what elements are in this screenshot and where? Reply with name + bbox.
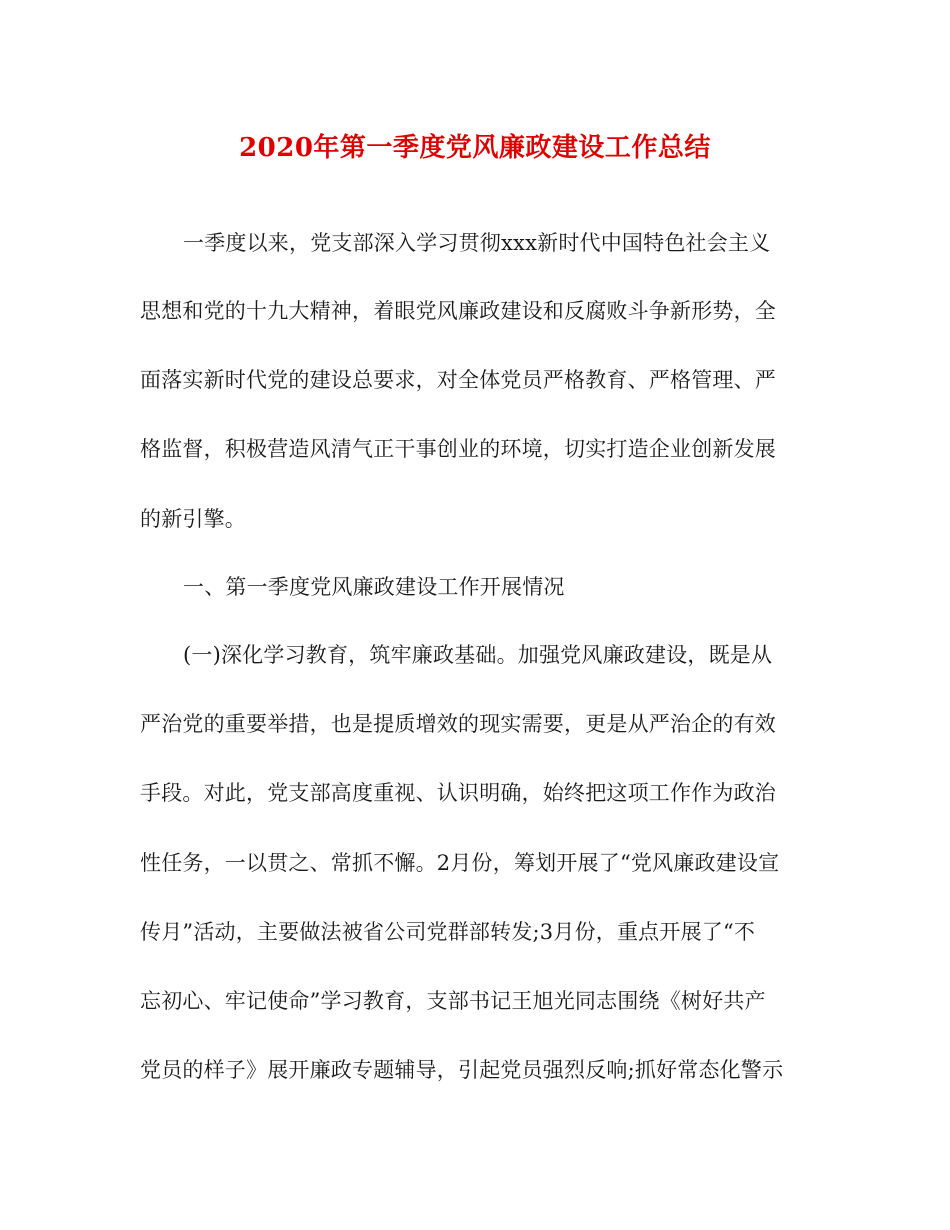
text-line: 一季度以来，党支部深入学习贯彻xxx新时代中国特色社会主义 [183, 231, 771, 255]
document-title: 2020年第一季度党风廉政建设工作总结 [239, 133, 711, 163]
text-line: 忘初心、牢记使命”学习教育，支部书记王旭光同志围绕《树好共产 [140, 989, 766, 1013]
section-heading: 一、第一季度党风廉政建设工作开展情况 [183, 575, 565, 599]
text-line: 传月”活动，主要做法被省公司党群部转发;3月份，重点开展了“不 [140, 920, 756, 944]
text-line: 性任务，一以贯之、常抓不懈。2月份，筹划开展了“党风廉政建设宣 [140, 851, 780, 875]
text-line: 思想和党的十九大精神，着眼党风廉政建设和反腐败斗争新形势，全 [140, 299, 776, 323]
text-line: 格监督，积极营造风清气正干事创业的环境，切实打造企业创新发展 [140, 437, 776, 461]
text-line: 手段。对此，党支部高度重视、认识明确，始终把这项工作作为政治 [140, 781, 776, 805]
text-line: 的新引擎。 [140, 507, 246, 531]
text-line: 面落实新时代党的建设总要求，对全体党员严格教育、严格管理、严 [140, 368, 776, 392]
text-line: (一)深化学习教育，筑牢廉政基础。加强党风廉政建设，既是从 [183, 643, 773, 667]
text-line: 严治党的重要举措，也是提质增效的现实需要，更是从严治企的有效 [140, 712, 776, 736]
text-line: 党员的样子》展开廉政专题辅导，引起党员强烈反响;抓好常态化警示 [140, 1058, 784, 1082]
